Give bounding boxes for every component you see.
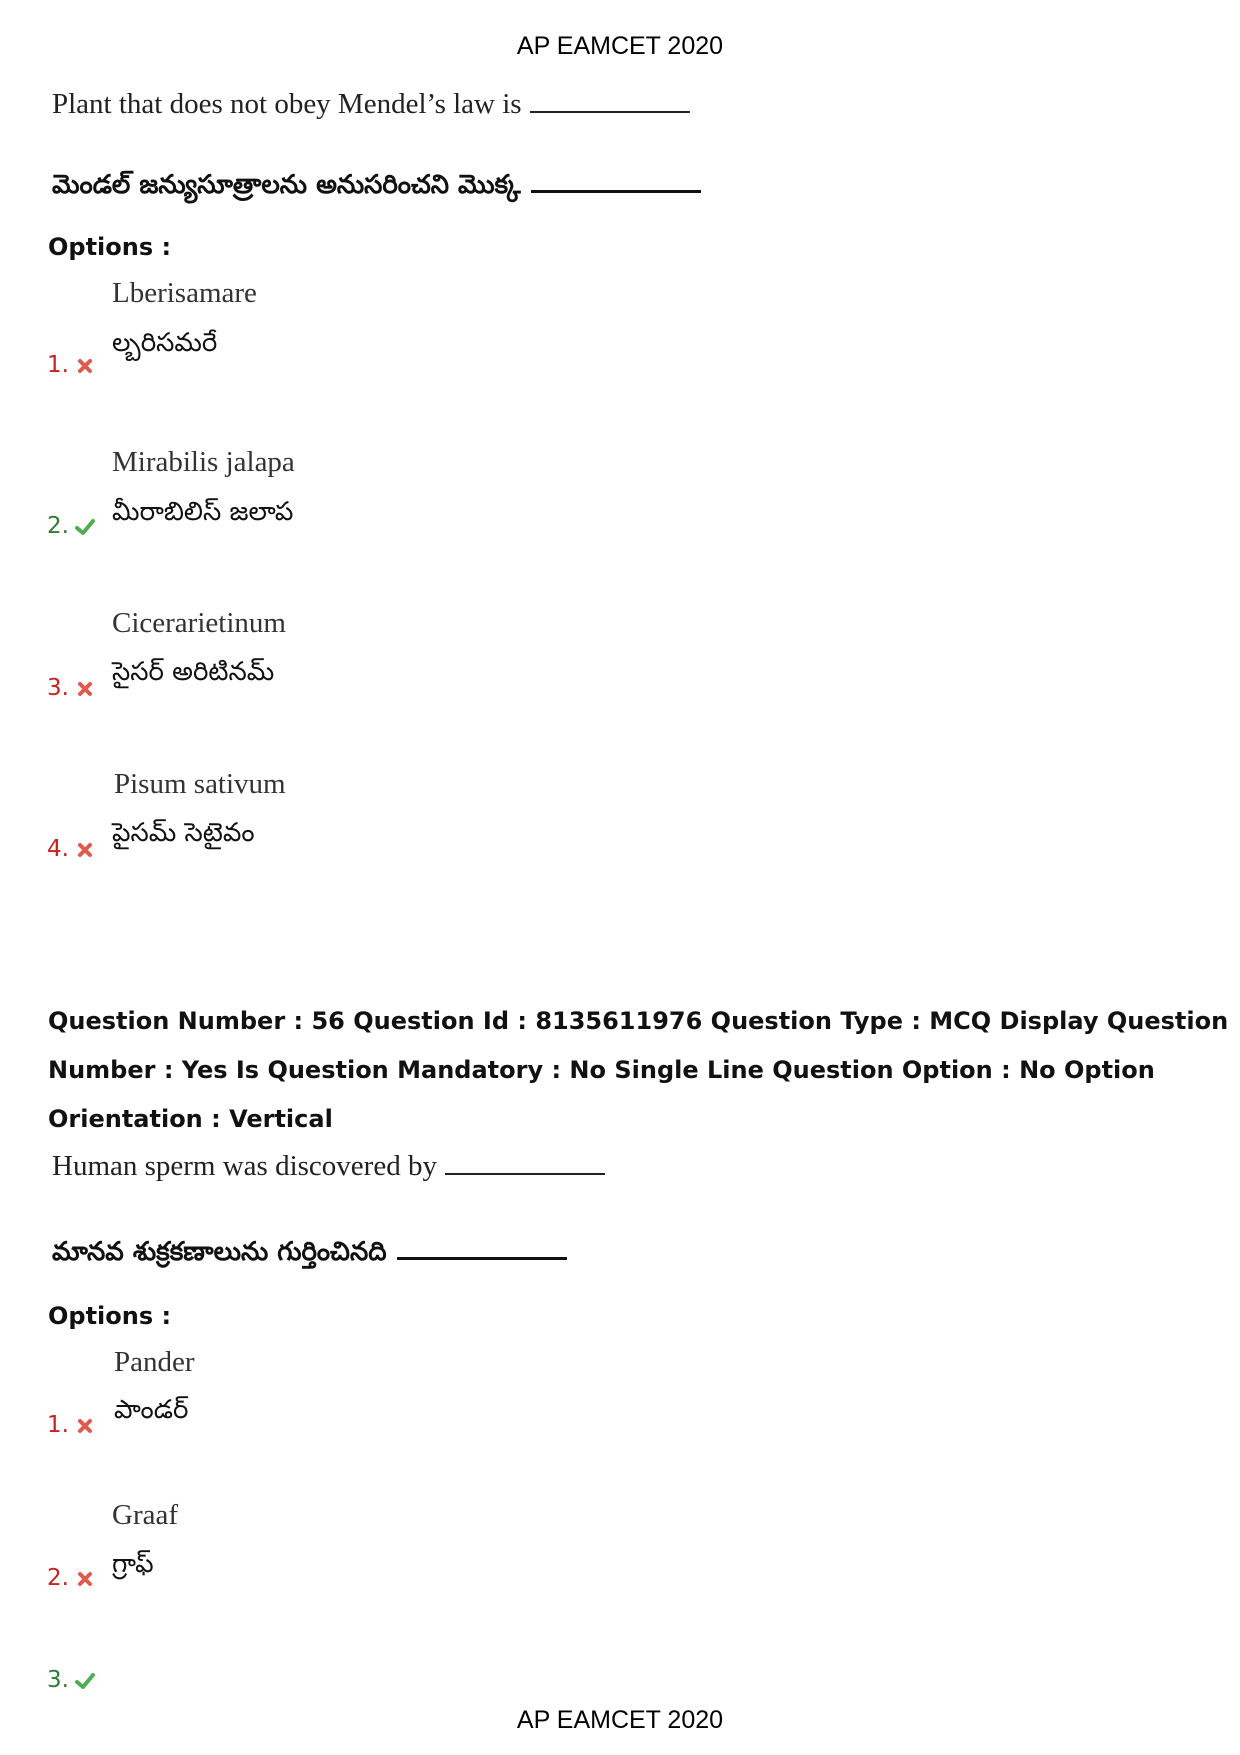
- options-label: Options :: [48, 1302, 172, 1330]
- question-meta-line: Number : Yes Is Question Mandatory : No Single Line Question Option : No Option: [48, 1056, 1155, 1084]
- question-english-label: Human sperm was discovered by: [52, 1150, 437, 1182]
- option-number-label: 3.: [47, 675, 69, 701]
- option-2-english: Graaf: [112, 1499, 179, 1531]
- option-3-number: [47, 675, 95, 701]
- option-number-label: 3.: [47, 1667, 69, 1693]
- option-2-telugu: గ్రాఫ్: [112, 1549, 154, 1579]
- answer-blank: [530, 110, 690, 113]
- option-1-number: [47, 352, 95, 378]
- question-telugu-label: మానవ శుక్రకణాలును గుర్తించినది: [52, 1237, 387, 1267]
- check-icon: [75, 517, 95, 537]
- option-number-label: 1.: [47, 352, 69, 378]
- option-number-label: 2.: [47, 513, 69, 539]
- option-1-telugu: ల్బరిసమరే: [112, 328, 218, 358]
- question-text-telugu: [52, 1237, 567, 1273]
- option-number-label: 4.: [47, 836, 69, 862]
- option-3-number: [47, 1667, 95, 1693]
- answer-blank: [397, 1256, 567, 1260]
- question-meta: [48, 997, 1228, 1144]
- question-telugu-label: మెండల్ జన్యుసూత్రాలను అనుసరించని మొక్క: [52, 170, 521, 200]
- answer-blank: [445, 1172, 605, 1175]
- answer-blank: [531, 189, 701, 193]
- option-1-number: [47, 1412, 95, 1438]
- cross-icon: [75, 840, 95, 860]
- option-1-english: Pander: [114, 1346, 195, 1378]
- page-header: AP EAMCET 2020: [516, 32, 724, 60]
- question-text-english: [52, 88, 690, 121]
- question-text-english: [52, 1150, 605, 1183]
- page-footer: AP EAMCET 2020: [516, 1706, 724, 1734]
- question-english-label: Plant that does not obey Mendel’s law is: [52, 88, 522, 120]
- option-3-english: Cicerarietinum: [112, 607, 286, 639]
- cross-icon: [75, 356, 95, 376]
- option-3-telugu: సైసర్ అరిటినమ్: [112, 657, 275, 687]
- option-number-label: 1.: [47, 1412, 69, 1438]
- option-number-label: 2.: [47, 1565, 69, 1591]
- option-4-english: Pisum sativum: [114, 768, 286, 800]
- cross-icon: [75, 1416, 95, 1436]
- options-label: Options :: [48, 233, 172, 261]
- option-4-telugu: పైసమ్ సెటైవం: [112, 818, 255, 848]
- option-4-number: [47, 836, 95, 862]
- option-1-english: Lberisamare: [112, 277, 257, 309]
- option-2-english: Mirabilis jalapa: [112, 446, 295, 478]
- cross-icon: [75, 1569, 95, 1589]
- check-icon: [75, 1671, 95, 1691]
- option-2-number: [47, 1565, 95, 1591]
- question-meta-line: Question Number : 56 Question Id : 8135611976 Question Type : MCQ Display Question: [48, 1007, 1229, 1035]
- option-1-telugu: పాండర్: [114, 1395, 189, 1425]
- cross-icon: [75, 679, 95, 699]
- question-meta-line: Orientation : Vertical: [48, 1105, 333, 1133]
- option-2-number: [47, 513, 95, 539]
- option-2-telugu: మీరాబిలిస్ జలాప: [112, 497, 294, 527]
- question-text-telugu: [52, 170, 701, 206]
